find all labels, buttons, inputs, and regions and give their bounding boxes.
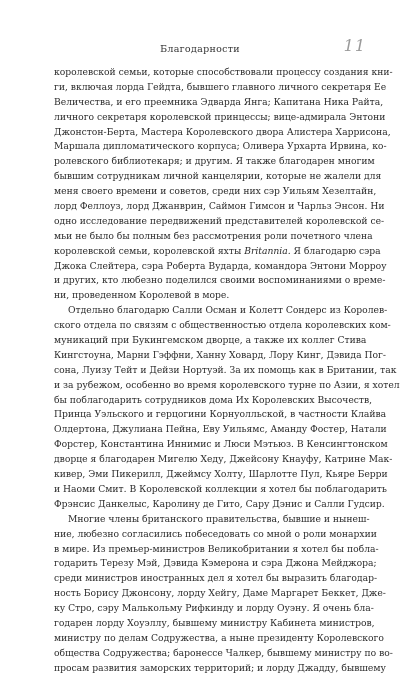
text-line-with-yacht	[54, 245, 381, 260]
text-line: муникаций при Букингемском дворце, а также их коллег Стива	[54, 335, 367, 347]
text-line: королевской семьи, которые способствовали процессу создания кни-	[54, 67, 393, 78]
text-line: годарить Терезу Мэй, Дэвида Кэмерона и сэра Джона Мейджора;	[54, 558, 377, 570]
text-line: ние, любезно согласились побеседовать со мной о роли монархии	[54, 528, 377, 540]
text-line: Кингстоуна, Марни Гэффни, Ханну Ховард, Лору Кинг, Дэвида Пог-	[54, 349, 386, 361]
text-line: и других, кто любезно поделился своими воспоминаниями о време-	[54, 275, 386, 287]
text-line: среди министров иностранных дел я хотел бы выразить благодар-	[54, 573, 378, 585]
text-line: Величества, и его преемника Эдварда Янга; Капитана Ника Райта,	[54, 96, 384, 108]
text-line: просам развития заморских территорий; и лорду Джадду, бывшему	[54, 662, 386, 674]
text-line: ского отдела по связям с общественностью отдела королевских ком-	[54, 320, 391, 332]
text-line: ролевского библиотекаря; и другим. Я также благодарен многим	[54, 156, 375, 168]
text-line: Принца Уэльского и герцогини Корнуолльской, в частности Клайва	[54, 409, 387, 421]
text-line: Джонстон-Берта, Мастера Королевского двора Алистера Харрисона,	[54, 126, 391, 138]
paragraph-3	[54, 513, 393, 677]
text-line: меня своего времени и советов, среди них сэр Уильям Хезелтайн,	[54, 186, 377, 198]
text-line: ку Стро, сэру Малькольму Рифкинду и лорду Оуэну. Я очень бла-	[54, 603, 374, 615]
text-line: ги, включая лорда Гейдта, бывшего главного личного секретаря Ее	[54, 81, 387, 93]
text-line: Отдельно благодарю Салли Осман и Колетт Сондерс из Королев-	[68, 305, 388, 317]
text-line: в мире. Из премьер-министров Великобритании я хотел бы побла-	[54, 543, 379, 555]
text-line: личного секретаря королевской принцессы; вице-адмирала Энтони	[54, 111, 386, 123]
text-line: бывшим сотрудникам личной канцелярии, которые не жалели для	[54, 171, 382, 183]
body-text	[54, 66, 400, 677]
text-line: сона, Луизу Тейт и Дейзи Нортуэй. За их помощь как в Британии, так	[54, 364, 397, 376]
text-line: общества Содружества; баронессе Чалкер, бывшему министру по во-	[54, 647, 393, 659]
running-header: Благодарности	[160, 44, 240, 55]
text-line: мьи не было бы полным без рассмотрения роли почетного члена	[54, 230, 373, 242]
text-line: кивер, Эми Пикерилл, Джеймсу Холту, Шарлотте Пул, Кьяре Берри	[54, 469, 388, 481]
text-line: ность Борису Джонсону, лорду Хейгу, Даме Маргарет Беккет, Дже-	[54, 588, 386, 600]
text-line: дворце я благодарен Мигелю Хеду, Джейсону Кнауфу, Катрине Мак-	[54, 454, 393, 466]
text-line: лорд Феллоуз, лорд Джанврин, Саймон Гимсон и Чарльз Энсон. Ни	[54, 201, 385, 213]
paragraph-2	[54, 304, 400, 512]
text-line: Форстер, Константина Иннимис и Люси Мэтьюз. В Кенсингтонском	[54, 439, 388, 451]
text-line: и за рубежом, особенно во время королевского турне по Азии, я хотел	[54, 379, 400, 391]
page-number: 11	[343, 36, 366, 55]
text-segment: . Я благодарю сэра	[287, 245, 381, 257]
text-line: Многие члены британского правительства, бывшие и нынеш-	[68, 513, 370, 525]
text-line: Фрэнсис Данкелыс, Каролину де Гито, Сару Дэнис и Салли Гудсир.	[54, 498, 385, 510]
yacht-name: Britannia	[244, 245, 288, 257]
text-line: Джока Слейтера, сэра Роберта Вударда, командора Энтони Морроу	[54, 260, 387, 272]
text-line: годарен лорду Хоуэллу, бывшему министру Кабинета министров,	[54, 617, 375, 629]
text-line: бы поблагодарить сотрудников дома Их Королевских Высочеств,	[54, 394, 373, 406]
text-line: Маршала дипломатического корпуса; Оливера Урхарта Ирвина, ко-	[54, 141, 387, 153]
paragraph-1	[54, 66, 393, 304]
text-line: Олдертона, Джулиана Пейна, Еву Уильямс, Аманду Фостер, Натали	[54, 424, 387, 436]
text-line: министру по делам Содружества, а ныне президенту Королевского	[54, 632, 384, 644]
text-line: одно исследование передвижений представителей королевской се-	[54, 215, 385, 227]
text-line: ни, проведенном Королевой в море.	[54, 290, 230, 302]
text-segment: королевской семьи, королевской яхты	[54, 245, 245, 257]
text-line: и Наоми Смит. В Королевской коллекции я хотел бы поблагодарить	[54, 483, 387, 495]
